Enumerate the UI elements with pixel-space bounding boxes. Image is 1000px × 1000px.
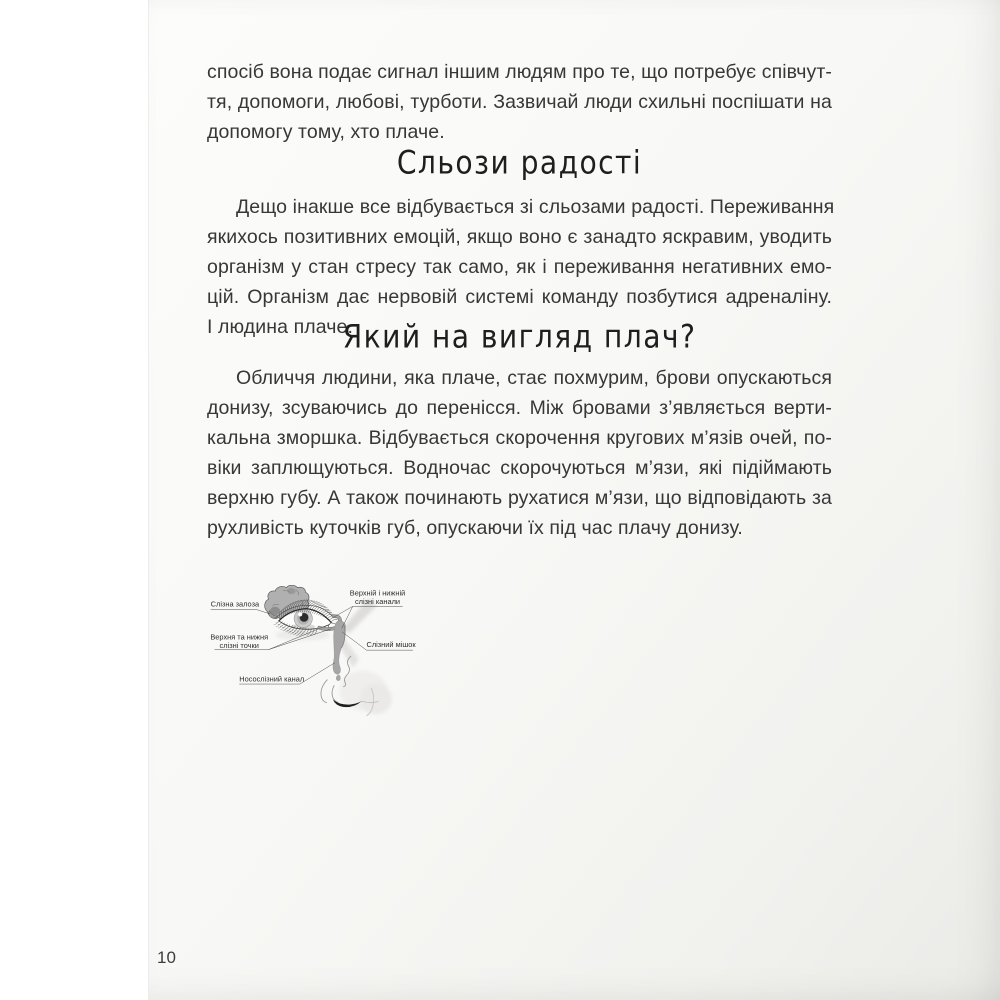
label-canals-line1: Верхній і нижній: [349, 588, 406, 598]
label-puncta-line2: слізні точки: [219, 640, 259, 650]
label-lacrimal-sac: Слізний мішок: [366, 640, 416, 650]
text-line: спосіб вона подає сигнал іншим людям про те, що потребує співчут-: [207, 61, 832, 83]
text-line: якихось позитивних емоцій, якщо воно є занадто яскравим, уводить: [207, 226, 832, 248]
text-line: віки заплющуються. Водночас скорочуються м’язи, які підіймають: [207, 457, 832, 479]
label-canals-line2: слізні канали: [354, 597, 401, 607]
text-line: тя, допомоги, любові, турботи. Зазвичай люди схильні поспішати на: [207, 91, 832, 113]
text-line: рухливість куточків губ, опускаючи їх під час плачу донизу.: [207, 517, 743, 539]
text-line: верхню губу. А також починають рухатися м’язи, що відповідають за: [207, 487, 832, 509]
text-line: І людина плаче.: [207, 316, 353, 338]
page-number: 10: [157, 948, 176, 967]
text-line: допомогу тому, хто плаче.: [207, 121, 445, 143]
text-line: організм у стан стресу так само, як і переживання негативних емо-: [207, 256, 832, 278]
section-heading-tears-of-joy: Сльози радості: [396, 144, 643, 183]
callout-gland: [211, 609, 270, 614]
text-line: донизу, зсуваючись до перенісся. Між бровами з’являється верти-: [207, 397, 832, 419]
label-nasolacrimal-duct: Носослізний канал: [239, 674, 305, 684]
label-puncta-line1: Верхня та нижня: [210, 632, 269, 642]
paragraph-3: [207, 363, 832, 543]
paragraph-1: [207, 57, 832, 147]
text-line: Дещо інакше все відбувається зі сльозами радості. Переживання: [236, 196, 835, 218]
text-line: кальна зморшка. Відбувається скорочення кругових м’язів очей, по-: [207, 427, 832, 449]
text-line: цій. Організм дає нервовій системі команду позбутися адреналіну.: [207, 286, 832, 308]
eye-highlight: [298, 612, 302, 616]
label-lacrimal-gland: Слізна залоза: [210, 599, 260, 609]
section-heading-what-crying-looks-like: Який на вигляд плач?: [342, 318, 697, 357]
text-line: Обличчя людини, яка плаче, стає похмурим, брови опускаються: [236, 367, 832, 389]
tear-apparatus-diagram: [200, 585, 790, 945]
